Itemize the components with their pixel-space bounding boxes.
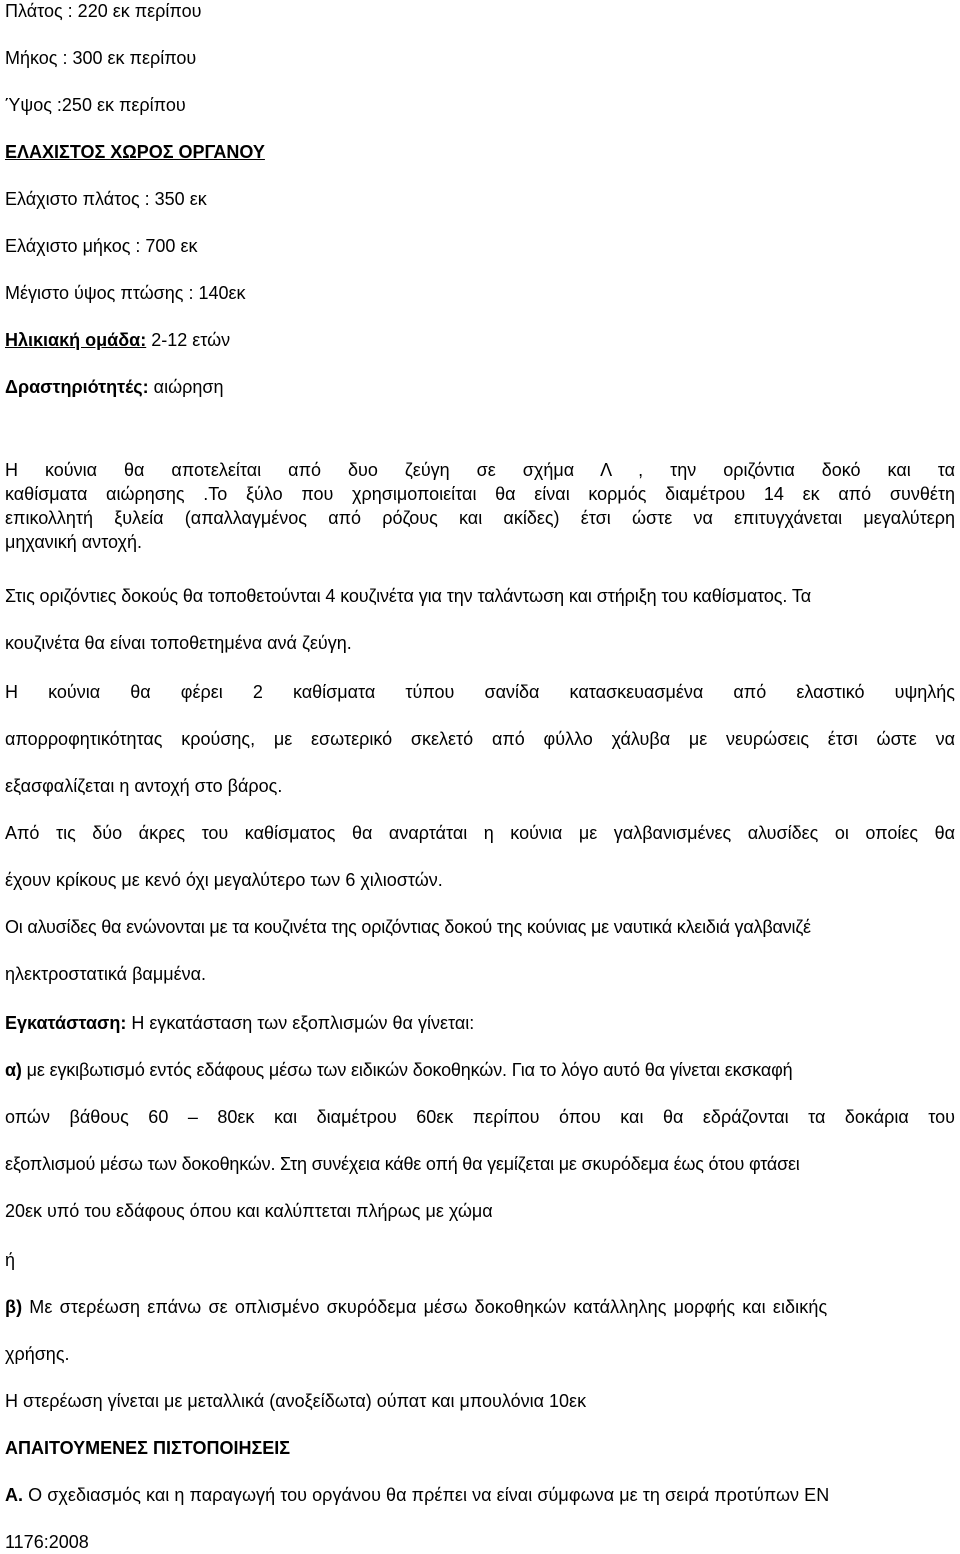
height-line: Ύψος :250 εκ περίπου: [5, 95, 186, 115]
certification-a-text: Ο σχεδιασμός και η παραγωγή του οργάνου θα πρέπει να είναι σύμφωνα με τη σειρά προτύπων ΕΝ: [23, 1485, 830, 1505]
length-line: Μήκος : 300 εκ περίπου: [5, 48, 197, 68]
installation-label: Εγκατάσταση:: [5, 1013, 127, 1033]
option-a-line4: 20εκ υπό του εδάφους όπου και καλύπτεται πλήρως με χώμα: [5, 1201, 493, 1221]
p1-line4: μηχανική αντοχή.: [5, 532, 143, 552]
option-a-line2: οπών βάθους 60 – 80εκ και διαμέτρου 60εκ περίπου όπου και θα εδράζονται τα δοκάρια του: [5, 1107, 955, 1127]
certification-a-line2: 1176:2008: [5, 1532, 89, 1552]
p4-line2: έχουν κρίκους με κενό όχι μεγαλύτερο των 6 χιλιοστών.: [5, 870, 443, 890]
min-length-line: Ελάχιστο μήκος : 700 εκ: [5, 236, 198, 256]
option-b-text: Με στερέωση επάνω σε οπλισμένο σκυρόδεμα μέσω δοκοθηκών κατάλληλης μορφής και ειδικής: [22, 1297, 828, 1317]
option-b-line2: χρήσης.: [5, 1344, 70, 1364]
p1-line2: καθίσματα αιώρησης .Το ξύλο που χρησιμοποιείται θα είναι κορμός διαμέτρου 14 εκ από συνθέτη: [5, 484, 955, 504]
age-group-label: Ηλικιακή ομάδα:: [5, 330, 147, 350]
option-b-label: β): [5, 1297, 23, 1317]
option-a-line3: εξοπλισμού μέσω των δοκοθηκών. Στη συνέχεια κάθε οπή θα γεμίζεται με σκυρόδεμα έως ότου φτάσει: [5, 1154, 800, 1174]
p3-line1: Η κούνια θα φέρει 2 καθίσματα τύπου σανίδα κατασκευασμένα από ελαστικό υψηλής: [5, 682, 955, 702]
option-a-label: α): [5, 1060, 22, 1080]
min-space-heading: ΕΛΑΧΙΣΤΟΣ ΧΩΡΟΣ ΟΡΓΑΝΟΥ: [5, 142, 265, 162]
age-group-value: 2-12 ετών: [146, 330, 231, 350]
max-fall-height-line: Μέγιστο ύψος πτώσης : 140εκ: [5, 283, 246, 303]
installation-intro: Η εγκατάσταση των εξοπλισμών θα γίνεται:: [126, 1013, 475, 1033]
p5-line1: Οι αλυσίδες θα ενώνονται με τα κουζινέτα της οριζόντιας δοκού της κούνιας με ναυτικά κλειδιά γαλβανιζέ: [5, 917, 811, 937]
min-width-line: Ελάχιστο πλάτος : 350 εκ: [5, 189, 207, 209]
activities-value: αιώρηση: [148, 377, 224, 397]
p5-line2: ηλεκτροστατικά βαμμένα.: [5, 964, 206, 984]
activities-line: [5, 376, 224, 398]
option-b-line1: [5, 1296, 827, 1318]
installation-line: [5, 1012, 474, 1034]
p2-line1: Στις οριζόντιες δοκούς θα τοποθετούνται 4 κουζινέτα για την ταλάντωση και στήριξη του καθίσματος. Τα: [5, 586, 812, 606]
activities-label: Δραστηριότητές:: [5, 377, 149, 397]
p1-line3: επικολλητή ξυλεία (απαλλαγμένος από ρόζους και ακίδες) έτσι ώστε να επιτυγχάνεται μεγαλύτερη: [5, 508, 955, 528]
p3-line2: απορροφητικότητας κρούσης, με εσωτερικό σκελετό από φύλλο χάλυβα με νευρώσεις έτσι ώστε να: [5, 729, 955, 749]
certification-a-line1: [5, 1484, 829, 1506]
p3-line3: εξασφαλίζεται η αντοχή στο βάρος.: [5, 776, 283, 796]
p2-line2: κουζινέτα θα είναι τοποθετημένα ανά ζεύγη.: [5, 633, 352, 653]
width-line: Πλάτος : 220 εκ περίπου: [5, 1, 202, 21]
age-group-line: [5, 329, 230, 351]
option-a-line1: [5, 1059, 793, 1081]
p4-line1: Από τις δύο άκρες του καθίσματος θα αναρτάται η κούνια με γαλβανισμένες αλυσίδες οι οποίες θα: [5, 823, 955, 843]
p1-line1: Η κούνια θα αποτελείται από δυο ζεύγη σε σχήμα Λ , την οριζόντια δοκό και τα: [5, 460, 955, 480]
or-line: ή: [5, 1250, 16, 1270]
certification-a-label: Α.: [5, 1485, 24, 1505]
certifications-heading: ΑΠΑΙΤΟΥΜΕΝΕΣ ΠΙΣΤΟΠΟΙΗΣΕΙΣ: [5, 1438, 291, 1458]
anchoring-line: Η στερέωση γίνεται με μεταλλικά (ανοξείδωτα) ούπατ και μπουλόνια 10εκ: [5, 1391, 587, 1411]
option-a-text: με εγκιβωτισμό εντός εδάφους μέσω των ειδικών δοκοθηκών. Για το λόγο αυτό θα γίνεται εκσκαφή: [21, 1060, 793, 1080]
